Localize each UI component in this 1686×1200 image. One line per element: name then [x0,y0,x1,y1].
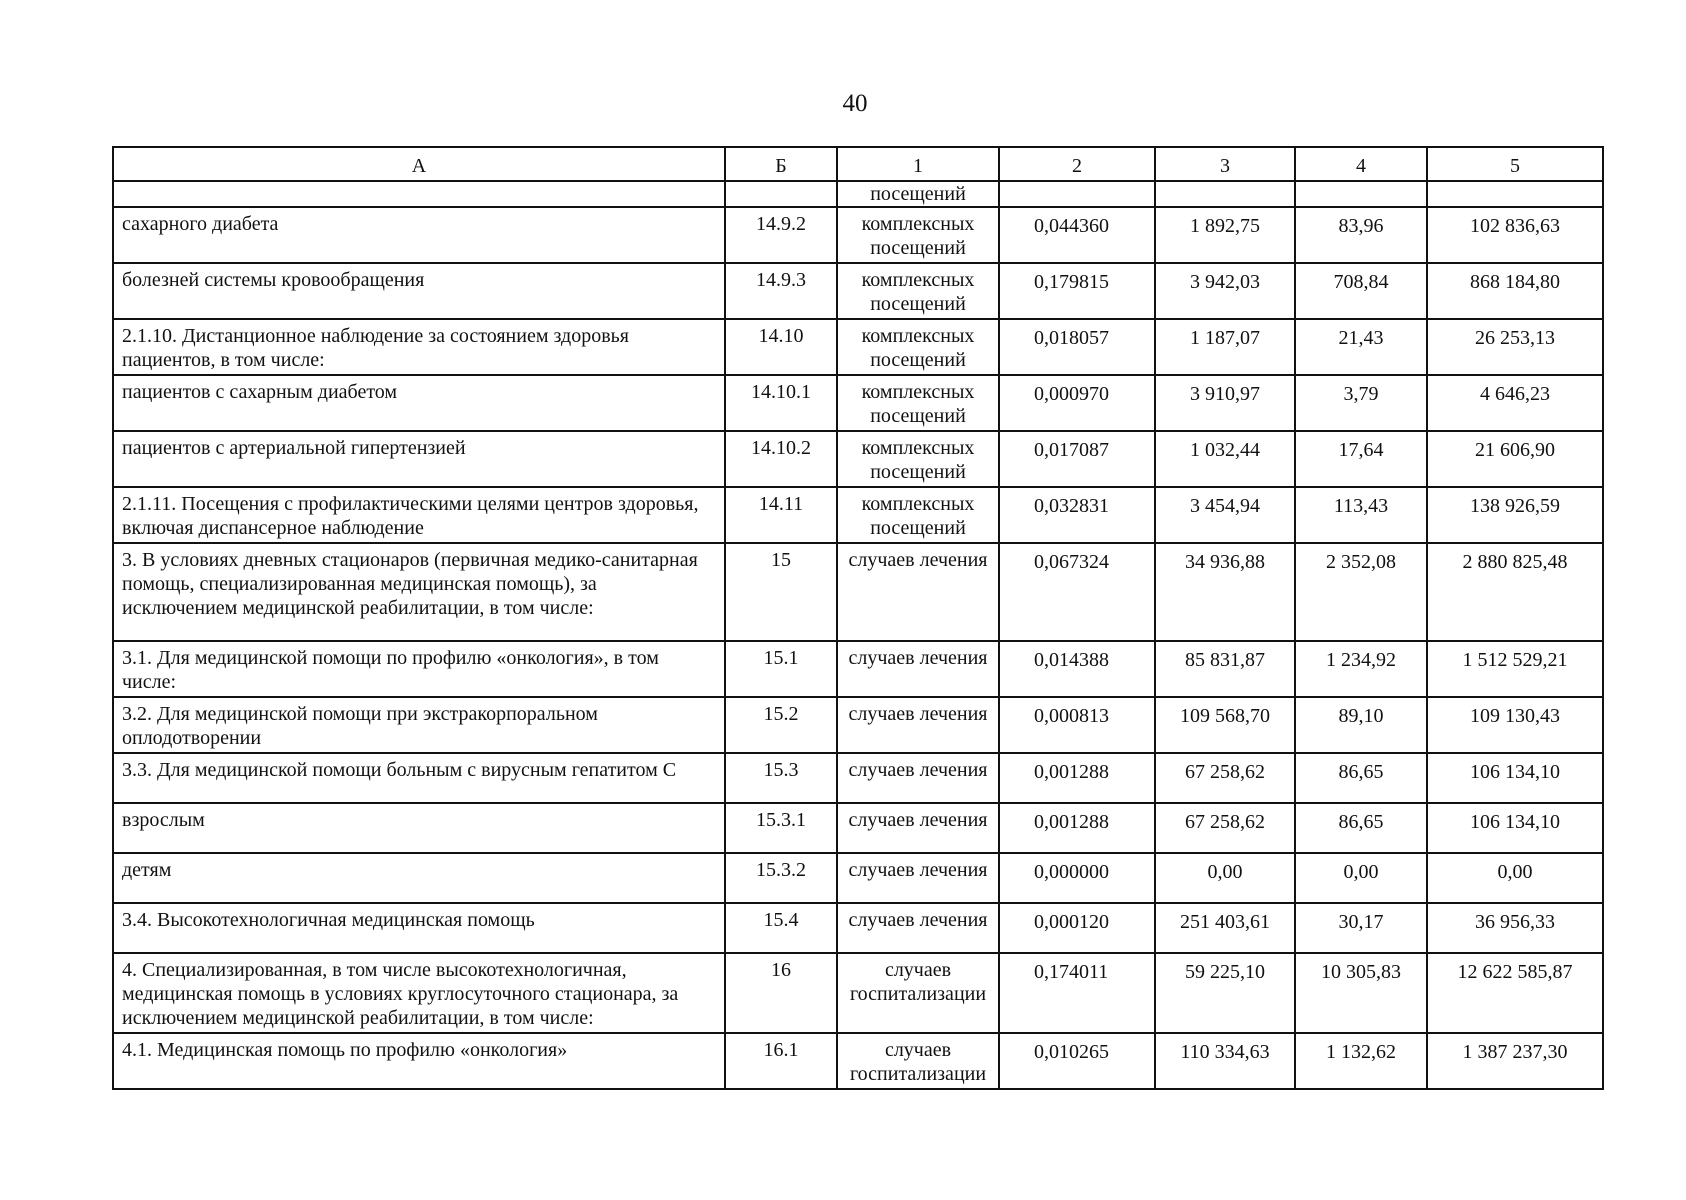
cell-col5: 0,00 [1427,853,1603,903]
cell-code: 15.1 [725,641,837,697]
cell-code: 15.4 [725,903,837,953]
header-row [113,147,1603,181]
cell-col4: 86,65 [1295,753,1427,803]
cell-code [725,181,837,207]
cell-col3: 0,00 [1155,853,1295,903]
cell-col2: 0,001288 [999,803,1155,853]
table-row [113,319,1603,375]
cell-code: 14.10 [725,319,837,375]
cell-col2: 0,000120 [999,903,1155,953]
table-row [113,375,1603,431]
cell-unit: случаев лечения [837,641,999,697]
cell-col5 [1427,181,1603,207]
cell-name: 2.1.11. Посещения с профилактическими целями центров здоровья, включая диспансерное наблюдение [113,487,725,543]
cell-col3: 251 403,61 [1155,903,1295,953]
table-row [113,431,1603,487]
cell-name: 4. Специализированная, в том числе высокотехнологичная, медицинская помощь в условиях круглосуточного стационара, за исключением медицинской реабилитации, в том числе: [113,953,725,1033]
cell-col3: 67 258,62 [1155,803,1295,853]
cell-name [113,181,725,207]
table-row [113,1033,1603,1089]
cell-name: детям [113,853,725,903]
cell-col5: 26 253,13 [1427,319,1603,375]
cell-col3: 85 831,87 [1155,641,1295,697]
cell-unit: комплексных посещений [837,263,999,319]
cell-unit: комплексных посещений [837,487,999,543]
table-row [113,263,1603,319]
cell-col5: 12 622 585,87 [1427,953,1603,1033]
cell-name: 3.2. Для медицинской помощи при экстракорпоральном оплодотворении [113,697,725,753]
column-header-1: 1 [837,147,999,181]
cell-col5: 2 880 825,48 [1427,543,1603,641]
column-header-3: 3 [1155,147,1295,181]
cell-col2: 0,044360 [999,207,1155,263]
cell-code: 15 [725,543,837,641]
table-row [113,487,1603,543]
cell-col5: 868 184,80 [1427,263,1603,319]
cell-name: 3. В условиях дневных стационаров (первичная медико-санитарная помощь, специализированная медицинская помощь), за исключением медицинской реабилитации, в том числе: [113,543,725,641]
cell-col2: 0,010265 [999,1033,1155,1089]
cell-unit: случаев лечения [837,543,999,641]
table-row [113,641,1603,697]
cell-col5: 106 134,10 [1427,803,1603,853]
cell-col3: 1 032,44 [1155,431,1295,487]
table-row [113,207,1603,263]
cell-unit: случаев госпитализации [837,953,999,1033]
cell-col3: 59 225,10 [1155,953,1295,1033]
cell-col2: 0,000970 [999,375,1155,431]
cell-col5: 4 646,23 [1427,375,1603,431]
cell-col4 [1295,181,1427,207]
cell-col2: 0,174011 [999,953,1155,1033]
table-body [113,181,1603,1089]
cell-col4: 21,43 [1295,319,1427,375]
cell-name: 3.1. Для медицинской помощи по профилю «онкология», в том числе: [113,641,725,697]
cell-name: 2.1.10. Дистанционное наблюдение за состоянием здоровья пациентов, в том числе: [113,319,725,375]
cell-col3: 67 258,62 [1155,753,1295,803]
cell-name: взрослым [113,803,725,853]
cell-col4: 10 305,83 [1295,953,1427,1033]
cell-code: 16.1 [725,1033,837,1089]
cell-col3: 3 910,97 [1155,375,1295,431]
cell-code: 15.3.1 [725,803,837,853]
cell-col2: 0,032831 [999,487,1155,543]
cell-col2: 0,018057 [999,319,1155,375]
cell-col4: 89,10 [1295,697,1427,753]
column-header-5: 5 [1427,147,1603,181]
cell-code: 14.9.2 [725,207,837,263]
cell-col5: 109 130,43 [1427,697,1603,753]
cell-col4: 2 352,08 [1295,543,1427,641]
cell-name: 3.4. Высокотехнологичная медицинская помощь [113,903,725,953]
cell-unit: случаев лечения [837,903,999,953]
cell-col2: 0,067324 [999,543,1155,641]
cell-col3: 1 187,07 [1155,319,1295,375]
cell-col5: 1 512 529,21 [1427,641,1603,697]
cell-unit: случаев лечения [837,697,999,753]
cell-col3: 1 892,75 [1155,207,1295,263]
cell-col4: 30,17 [1295,903,1427,953]
cell-name: пациентов с артериальной гипертензией [113,431,725,487]
cell-col2: 0,000000 [999,853,1155,903]
cell-unit: случаев лечения [837,803,999,853]
cell-col2: 0,017087 [999,431,1155,487]
cell-col4: 3,79 [1295,375,1427,431]
cell-name: сахарного диабета [113,207,725,263]
cell-unit: комплексных посещений [837,431,999,487]
cell-col4: 708,84 [1295,263,1427,319]
continuation-row [113,181,1603,207]
cell-col4: 83,96 [1295,207,1427,263]
column-header-4: 4 [1295,147,1427,181]
cell-col5: 138 926,59 [1427,487,1603,543]
cell-col5: 21 606,90 [1427,431,1603,487]
cell-col2: 0,001288 [999,753,1155,803]
column-header-2: 2 [999,147,1155,181]
cell-col2: 0,000813 [999,697,1155,753]
table-row [113,697,1603,753]
table-row [113,803,1603,853]
cell-code: 15.3.2 [725,853,837,903]
cell-code: 15.3 [725,753,837,803]
cell-name: 3.3. Для медицинской помощи больным с вирусным гепатитом С [113,753,725,803]
column-header-b: Б [725,147,837,181]
page-number: 40 [842,90,868,117]
cell-col2: 0,179815 [999,263,1155,319]
cell-unit: комплексных посещений [837,319,999,375]
cell-col4: 1 234,92 [1295,641,1427,697]
cell-code: 14.10.2 [725,431,837,487]
cell-unit: случаев госпитализации [837,1033,999,1089]
cell-col3: 3 454,94 [1155,487,1295,543]
table-row [113,853,1603,903]
column-header-a: А [113,147,725,181]
cell-col3: 109 568,70 [1155,697,1295,753]
table-row [113,953,1603,1033]
cell-unit: случаев лечения [837,853,999,903]
cell-unit: комплексных посещений [837,375,999,431]
cell-code: 16 [725,953,837,1033]
cell-col5: 102 836,63 [1427,207,1603,263]
table-row [113,903,1603,953]
cell-col3: 110 334,63 [1155,1033,1295,1089]
cell-col3: 34 936,88 [1155,543,1295,641]
cell-col5: 1 387 237,30 [1427,1033,1603,1089]
cell-unit: случаев лечения [837,753,999,803]
cell-col5: 106 134,10 [1427,753,1603,803]
cell-col3 [1155,181,1295,207]
cell-code: 14.9.3 [725,263,837,319]
table-row [113,543,1603,641]
cell-name: 4.1. Медицинская помощь по профилю «онкология» [113,1033,725,1089]
cell-code: 14.10.1 [725,375,837,431]
cell-code: 14.11 [725,487,837,543]
cell-name: пациентов с сахарным диабетом [113,375,725,431]
cell-name: болезней системы кровообращения [113,263,725,319]
data-table [112,146,1604,1090]
cell-col4: 86,65 [1295,803,1427,853]
cell-unit: комплексных посещений [837,207,999,263]
cell-col2: 0,014388 [999,641,1155,697]
cell-col4: 1 132,62 [1295,1033,1427,1089]
table-row [113,753,1603,803]
cell-col3: 3 942,03 [1155,263,1295,319]
cell-col2 [999,181,1155,207]
cell-unit: посещений [837,181,999,207]
cell-code: 15.2 [725,697,837,753]
cell-col4: 113,43 [1295,487,1427,543]
cell-col5: 36 956,33 [1427,903,1603,953]
cell-col4: 0,00 [1295,853,1427,903]
cell-col4: 17,64 [1295,431,1427,487]
